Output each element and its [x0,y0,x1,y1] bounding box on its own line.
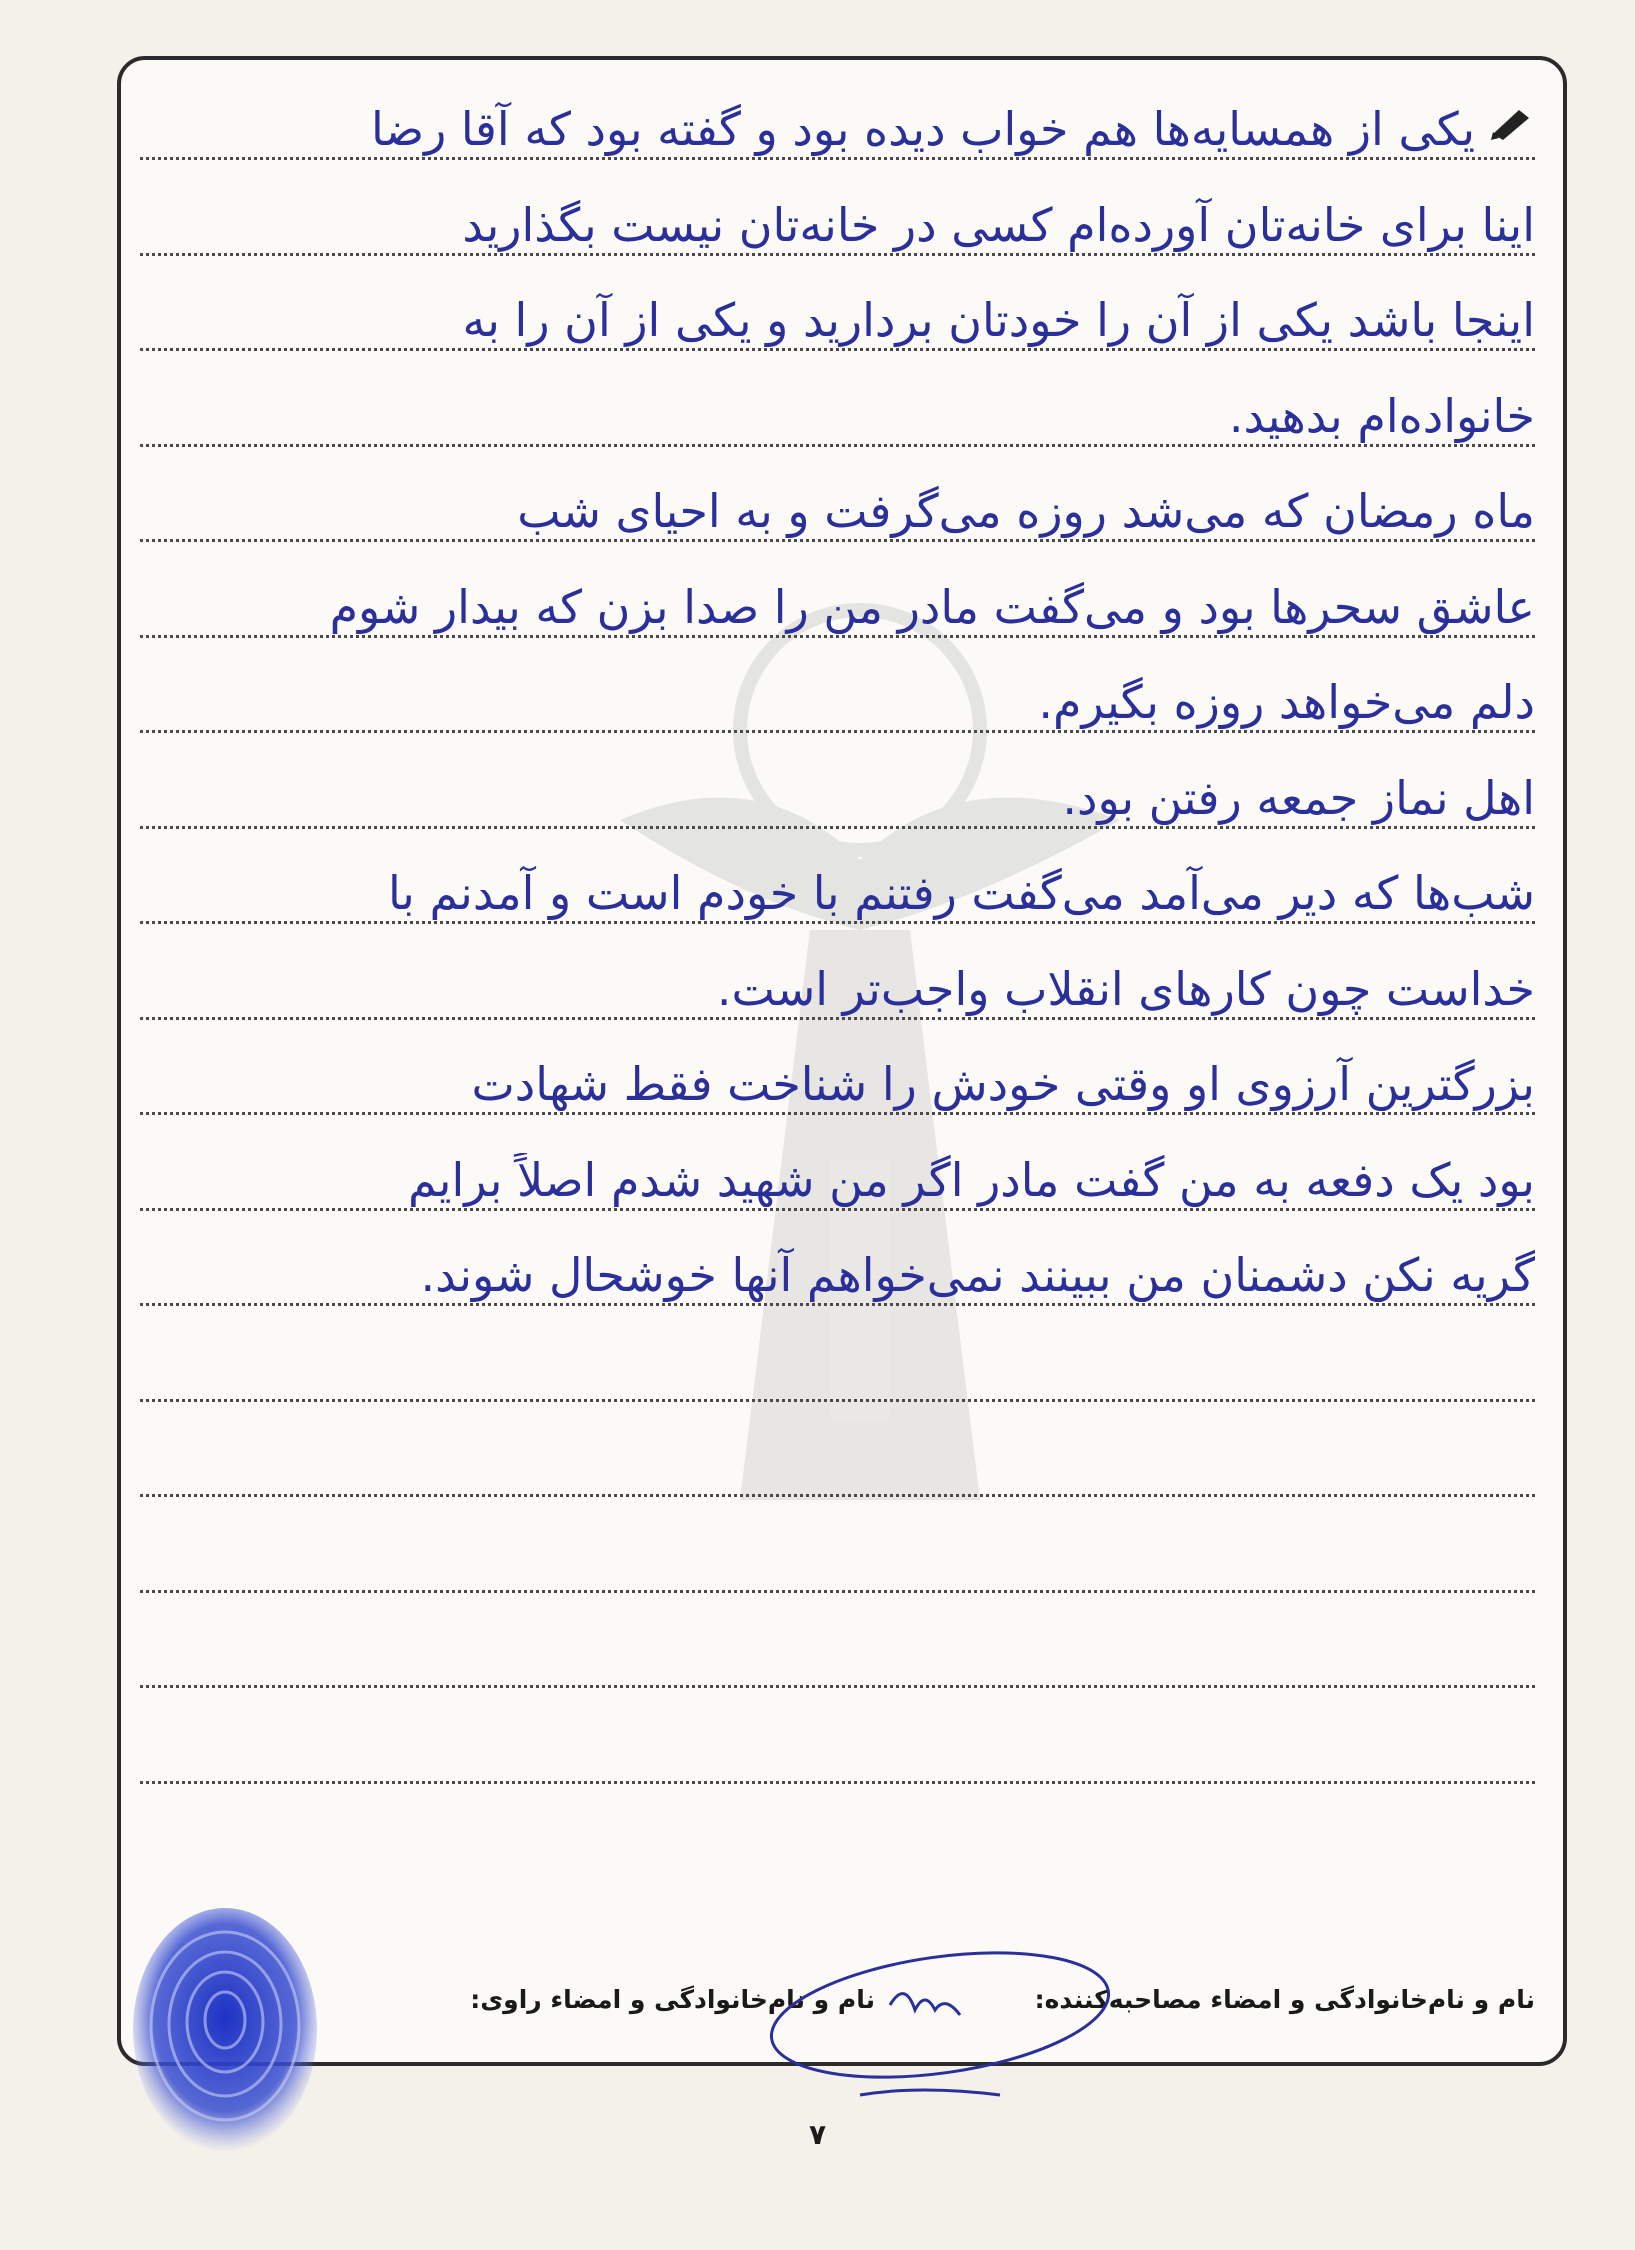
ruled-line [140,1598,1535,1698]
ruled-line [140,1312,1535,1412]
dotted-rule [140,444,1535,447]
ruled-line [140,1694,1535,1794]
signature [740,1945,1140,2120]
interviewer-signature-label: نام و نام‌خانوادگی و امضاء مصاحبه‌کننده: [1034,1985,1535,2014]
dotted-rule [140,730,1535,733]
ruled-line [140,834,1535,934]
dotted-rule [140,1781,1535,1784]
dotted-rule [140,253,1535,256]
ruled-line [140,1503,1535,1603]
handwritten-text: گریه نکن دشمنان من ببینند نمی‌خواهم آنها خوشحال شوند. [420,1248,1535,1302]
dotted-rule [140,826,1535,829]
handwritten-text: شب‌ها که دیر می‌آمد می‌گفت رفتنم با خودم است و آمدنم با [388,866,1535,920]
handwritten-text: بزرگترین آرزوی او وقتی خودش را شناخت فقط شهادت [471,1057,1535,1111]
ruled-line [140,1216,1535,1316]
handwritten-text: خداست چون کارهای انقلاب واجب‌تر است. [716,961,1535,1016]
ruled-line [140,166,1535,266]
ruled-line [140,1407,1535,1507]
ruled-line [140,930,1535,1030]
ruled-line [140,548,1535,648]
dotted-rule [140,1208,1535,1211]
dotted-rule [140,1017,1535,1020]
page-number: ۷ [808,2118,827,2151]
ruled-line [140,739,1535,839]
handwritten-text: یکی از همسایه‌ها هم خواب دیده بود و گفته بود که آقا رضا [371,102,1475,156]
handwritten-text: دلم می‌خواهد روزه بگیرم. [1038,675,1535,729]
dotted-rule [140,348,1535,351]
ruled-line [140,643,1535,743]
dotted-rule [140,1494,1535,1497]
handwritten-text: خانواده‌ام بدهید. [1228,388,1535,443]
handwritten-text: اینا برای خانه‌تان آورده‌ام کسی در خانه‌تان نیست بگذارید [462,197,1535,252]
dotted-rule [140,1112,1535,1115]
handwritten-text: ماه رمضان که می‌شد روزه می‌گرفت و به احیای شب [517,484,1535,538]
handwritten-text: اینجا باشد یکی از آن را خودتان بردارید و یکی از آن را به [462,293,1535,347]
dotted-rule [140,921,1535,924]
dotted-rule [140,1399,1535,1402]
handwritten-text: عاشق سحرها بود و می‌گفت مادر من را صدا بزن که بیدار شوم [329,579,1535,634]
handwritten-text: اهل نماز جمعه رفتن بود. [1062,770,1535,825]
dotted-rule [140,157,1535,160]
ruled-line [140,70,1535,170]
dotted-rule [140,635,1535,638]
dotted-rule [140,539,1535,542]
ruled-line [140,261,1535,361]
dotted-rule [140,1685,1535,1688]
ruled-line [140,452,1535,552]
narrator-signature-label: نام و نام‌خانوادگی و امضاء راوی: [470,1985,875,2014]
ruled-line [140,1121,1535,1221]
ruled-line [140,1025,1535,1125]
dotted-rule [140,1303,1535,1306]
ruled-line [140,357,1535,457]
pen-icon [1489,104,1535,142]
dotted-rule [140,1590,1535,1593]
handwritten-text: بود یک دفعه به من گفت مادر اگر من شهید شدم اصلاً برایم [408,1152,1535,1207]
